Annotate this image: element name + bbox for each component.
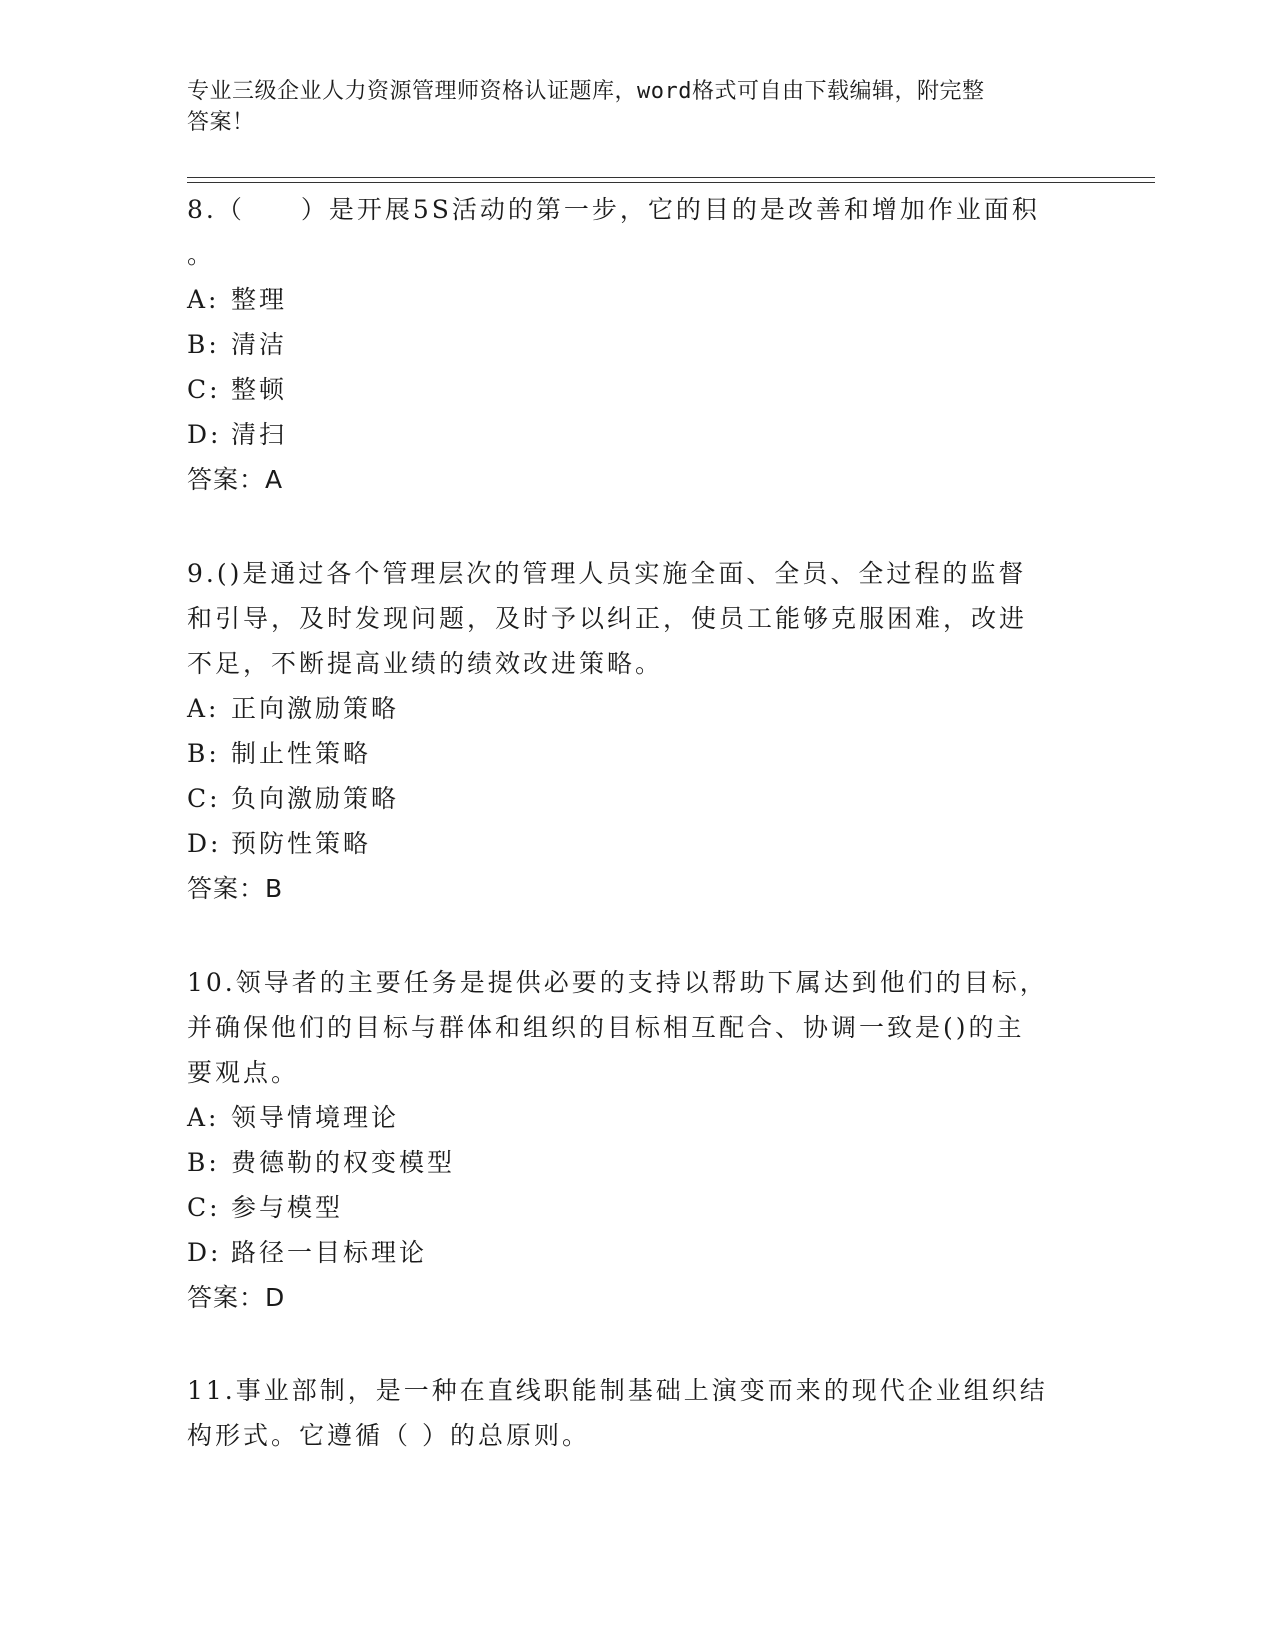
answer-label: 答案： [187,1283,266,1312]
option-a [187,686,1067,731]
header-line-1: 专业三级企业人力资源管理师资格认证题库，word格式可自由下载编辑，附完整 [187,79,985,104]
question-stem-line: 10.领导者的主要任务是提供必要的支持以帮助下属达到他们的目标， [187,968,1048,997]
option-text: 整理 [231,285,288,314]
option-text: 清洁 [231,330,288,359]
option-c [187,1185,1067,1230]
answer-line [187,866,1067,911]
option-key: B: [187,1148,220,1177]
answer-label: 答案： [187,874,266,903]
question-stem-line: 不足，不断提高业绩的绩效改进策略。 [187,649,664,678]
answer-line [187,1275,1067,1320]
option-a [187,1095,1067,1140]
option-d [187,821,1067,866]
answer-label: 答案： [187,465,266,494]
option-key: B: [187,330,220,359]
option-text: 参与模型 [231,1193,344,1222]
question-stem-line: 和引导，及时发现问题，及时予以纠正，使员工能够克服困难，改进 [187,604,1028,633]
option-text: 路径一目标理论 [231,1238,428,1267]
option-key: C: [187,784,221,813]
header-divider-top [187,177,1155,178]
option-a [187,277,1067,322]
option-key: D: [187,420,222,449]
option-text: 制止性策略 [231,739,372,768]
option-key: B: [187,739,220,768]
header-divider-bottom [187,182,1155,183]
option-d [187,412,1067,457]
option-c [187,776,1067,821]
option-key: C: [187,1193,221,1222]
option-text: 负向激励策略 [231,784,400,813]
option-b [187,322,1067,367]
option-text: 正向激励策略 [231,694,400,723]
option-key: C: [187,375,221,404]
question-8 [187,187,1067,502]
question-stem-line: 11.事业部制，是一种在直线职能制基础上演变而来的现代企业组织结 [187,1376,1048,1405]
answer-line [187,457,1067,502]
option-key: D: [187,829,222,858]
question-stem-line: 9.()是通过各个管理层次的管理人员实施全面、全员、全过程的监督 [187,559,1027,588]
question-stem-line: 。 [187,240,216,269]
question-10 [187,960,1067,1320]
option-key: A: [187,285,220,314]
question-stem-line: 构形式。它遵循（ ）的总原则。 [187,1421,590,1450]
answer-value: A [265,465,284,494]
document-header [187,76,1067,138]
header-line-2: 答案！ [187,110,255,135]
option-text: 领导情境理论 [231,1103,400,1132]
option-text: 预防性策略 [231,829,372,858]
option-key: A: [187,1103,220,1132]
question-11 [187,1368,1067,1458]
option-c [187,367,1067,412]
option-key: D: [187,1238,222,1267]
answer-value: B [265,874,284,903]
option-text: 整顿 [231,375,288,404]
option-b [187,1140,1067,1185]
question-stem-line: 要观点。 [187,1058,300,1087]
option-d [187,1230,1067,1275]
option-text: 费德勒的权变模型 [231,1148,456,1177]
question-stem-line: 8.（ ）是开展5S活动的第一步，它的目的是改善和增加作业面积 [187,195,1040,224]
answer-value: D [265,1283,286,1312]
question-stem-line: 并确保他们的目标与群体和组织的目标相互配合、协调一致是()的主 [187,1013,1025,1042]
option-text: 清扫 [231,420,288,449]
option-b [187,731,1067,776]
option-key: A: [187,694,220,723]
question-9 [187,551,1067,911]
